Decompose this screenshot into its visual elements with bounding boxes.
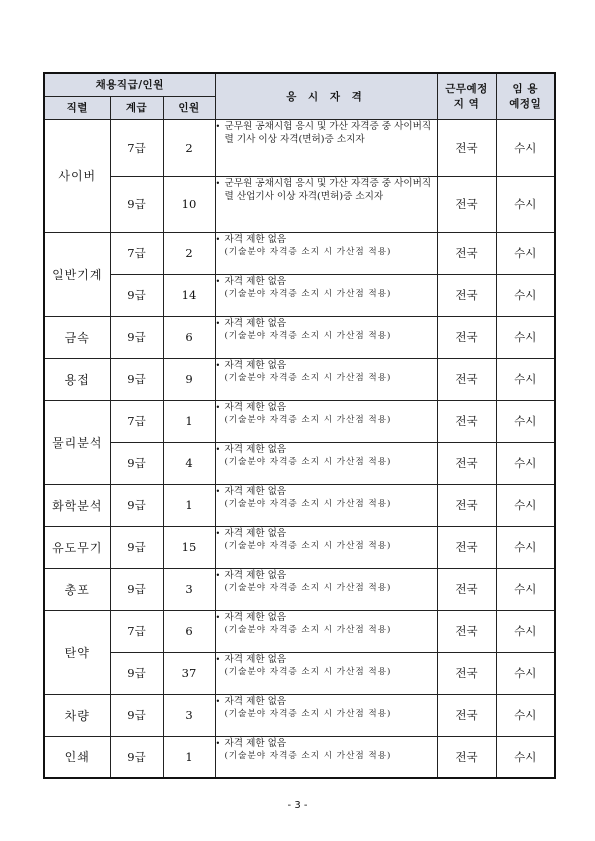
count-cell: 14 bbox=[163, 274, 215, 316]
qualification-cell: • 자격 제한 없음 (기술분야 자격증 소지 시 가산점 적용) bbox=[215, 610, 437, 652]
table-row bbox=[44, 652, 555, 694]
count-cell: 9 bbox=[163, 358, 215, 400]
count-cell: 10 bbox=[163, 176, 215, 232]
grade-cell: 7급 bbox=[110, 400, 163, 442]
count-cell: 6 bbox=[163, 316, 215, 358]
qualification-cell: • 자격 제한 없음 (기술분야 자격증 소지 시 가산점 적용) bbox=[215, 694, 437, 736]
qualification-cell: • 자격 제한 없음 (기술분야 자격증 소지 시 가산점 적용) bbox=[215, 652, 437, 694]
table-row bbox=[44, 358, 555, 400]
appoint-cell: 수시 bbox=[496, 274, 555, 316]
position-cell: 일반기계 bbox=[44, 232, 110, 316]
position-cell: 사이버 bbox=[44, 119, 110, 232]
qualification-cell: • 자격 제한 없음 (기술분야 자격증 소지 시 가산점 적용) bbox=[215, 736, 437, 778]
grade-cell: 9급 bbox=[110, 316, 163, 358]
count-cell: 1 bbox=[163, 484, 215, 526]
grade-cell: 9급 bbox=[110, 484, 163, 526]
grade-cell: 9급 bbox=[110, 176, 163, 232]
grade-cell: 9급 bbox=[110, 442, 163, 484]
position-cell: 탄약 bbox=[44, 610, 110, 694]
header-grade: 계급 bbox=[110, 96, 163, 119]
qualification-cell: • 자격 제한 없음 (기술분야 자격증 소지 시 가산점 적용) bbox=[215, 484, 437, 526]
region-cell: 전국 bbox=[437, 316, 496, 358]
grade-cell: 9급 bbox=[110, 568, 163, 610]
region-cell: 전국 bbox=[437, 694, 496, 736]
position-cell: 차량 bbox=[44, 694, 110, 736]
table-row bbox=[44, 484, 555, 526]
grade-cell: 7급 bbox=[110, 610, 163, 652]
position-cell: 총포 bbox=[44, 568, 110, 610]
count-cell: 2 bbox=[163, 232, 215, 274]
count-cell: 1 bbox=[163, 400, 215, 442]
table-row bbox=[44, 176, 555, 232]
count-cell: 37 bbox=[163, 652, 215, 694]
region-cell: 전국 bbox=[437, 232, 496, 274]
position-cell: 금속 bbox=[44, 316, 110, 358]
grade-cell: 9급 bbox=[110, 358, 163, 400]
qualification-cell: • 자격 제한 없음 (기술분야 자격증 소지 시 가산점 적용) bbox=[215, 232, 437, 274]
appoint-cell: 수시 bbox=[496, 526, 555, 568]
grade-cell: 9급 bbox=[110, 736, 163, 778]
qualification-cell: • 자격 제한 없음 (기술분야 자격증 소지 시 가산점 적용) bbox=[215, 358, 437, 400]
table-row bbox=[44, 400, 555, 442]
position-cell: 인쇄 bbox=[44, 736, 110, 778]
table-row bbox=[44, 232, 555, 274]
header-appoint: 임 용 예정일 bbox=[496, 73, 555, 119]
appoint-cell: 수시 bbox=[496, 568, 555, 610]
position-cell: 물리분석 bbox=[44, 400, 110, 484]
count-cell: 15 bbox=[163, 526, 215, 568]
table-row bbox=[44, 119, 555, 176]
header-region: 근무예정 지 역 bbox=[437, 73, 496, 119]
appoint-cell: 수시 bbox=[496, 442, 555, 484]
grade-cell: 9급 bbox=[110, 652, 163, 694]
table-row bbox=[44, 442, 555, 484]
qualification-cell: • 자격 제한 없음 (기술분야 자격증 소지 시 가산점 적용) bbox=[215, 442, 437, 484]
qualification-cell: • 자격 제한 없음 (기술분야 자격증 소지 시 가산점 적용) bbox=[215, 526, 437, 568]
region-cell: 전국 bbox=[437, 442, 496, 484]
position-cell: 용접 bbox=[44, 358, 110, 400]
grade-cell: 9급 bbox=[110, 274, 163, 316]
region-cell: 전국 bbox=[437, 526, 496, 568]
count-cell: 2 bbox=[163, 119, 215, 176]
qualification-cell: • 군무원 공채시험 응시 및 가산 자격증 중 사이버직렬 기사 이상 자격(면허)증 소지자 bbox=[215, 119, 437, 176]
appoint-cell: 수시 bbox=[496, 652, 555, 694]
grade-cell: 9급 bbox=[110, 526, 163, 568]
appoint-cell: 수시 bbox=[496, 400, 555, 442]
count-cell: 3 bbox=[163, 694, 215, 736]
table-row bbox=[44, 526, 555, 568]
header-group: 채용직급/인원 bbox=[44, 73, 215, 96]
region-cell: 전국 bbox=[437, 358, 496, 400]
qualification-cell: • 자격 제한 없음 (기술분야 자격증 소지 시 가산점 적용) bbox=[215, 316, 437, 358]
count-cell: 3 bbox=[163, 568, 215, 610]
appoint-cell: 수시 bbox=[496, 484, 555, 526]
position-cell: 화학분석 bbox=[44, 484, 110, 526]
grade-cell: 7급 bbox=[110, 119, 163, 176]
region-cell: 전국 bbox=[437, 484, 496, 526]
header-qualification: 응 시 자 격 bbox=[215, 73, 437, 119]
table-row bbox=[44, 694, 555, 736]
region-cell: 전국 bbox=[437, 568, 496, 610]
appoint-cell: 수시 bbox=[496, 119, 555, 176]
count-cell: 6 bbox=[163, 610, 215, 652]
position-cell: 유도무기 bbox=[44, 526, 110, 568]
qualification-cell: • 군무원 공채시험 응시 및 가산 자격증 중 사이버직렬 산업기사 이상 자격(면허)증 소지자 bbox=[215, 176, 437, 232]
table-row bbox=[44, 274, 555, 316]
region-cell: 전국 bbox=[437, 274, 496, 316]
page-number: - 3 - bbox=[287, 800, 308, 811]
appoint-cell: 수시 bbox=[496, 694, 555, 736]
table-row bbox=[44, 736, 555, 778]
appoint-cell: 수시 bbox=[496, 736, 555, 778]
qualification-cell: • 자격 제한 없음 (기술분야 자격증 소지 시 가산점 적용) bbox=[215, 568, 437, 610]
qualification-cell: • 자격 제한 없음 (기술분야 자격증 소지 시 가산점 적용) bbox=[215, 274, 437, 316]
recruitment-table bbox=[43, 72, 556, 779]
table-row bbox=[44, 568, 555, 610]
appoint-cell: 수시 bbox=[496, 610, 555, 652]
appoint-cell: 수시 bbox=[496, 358, 555, 400]
header-count: 인원 bbox=[163, 96, 215, 119]
region-cell: 전국 bbox=[437, 119, 496, 176]
count-cell: 4 bbox=[163, 442, 215, 484]
count-cell: 1 bbox=[163, 736, 215, 778]
table-row bbox=[44, 610, 555, 652]
table-row bbox=[44, 316, 555, 358]
qualification-cell: • 자격 제한 없음 (기술분야 자격증 소지 시 가산점 적용) bbox=[215, 400, 437, 442]
grade-cell: 9급 bbox=[110, 694, 163, 736]
region-cell: 전국 bbox=[437, 176, 496, 232]
appoint-cell: 수시 bbox=[496, 176, 555, 232]
region-cell: 전국 bbox=[437, 400, 496, 442]
grade-cell: 7급 bbox=[110, 232, 163, 274]
region-cell: 전국 bbox=[437, 610, 496, 652]
appoint-cell: 수시 bbox=[496, 316, 555, 358]
header-position: 직렬 bbox=[44, 96, 110, 119]
region-cell: 전국 bbox=[437, 652, 496, 694]
region-cell: 전국 bbox=[437, 736, 496, 778]
appoint-cell: 수시 bbox=[496, 232, 555, 274]
